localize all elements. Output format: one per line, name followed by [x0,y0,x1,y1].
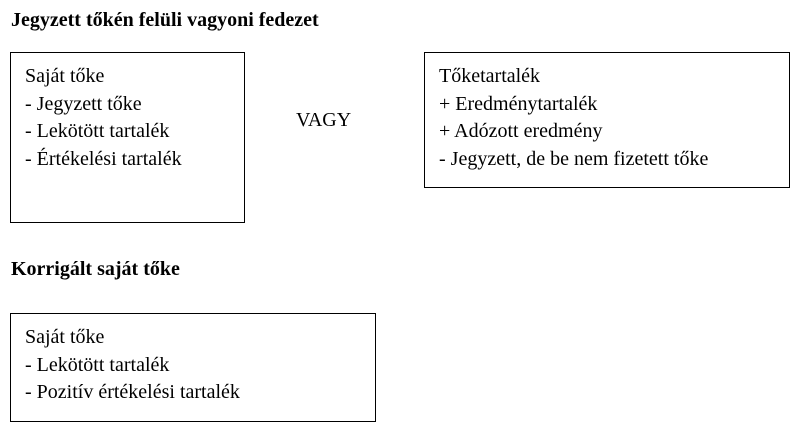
corrected-equity-lines [25,324,240,407]
box-line-tied-up-reserve: - Lekötött tartalék [25,120,170,142]
box-line-unpaid-capital: - Jegyzett, de be nem fizetett tőke [439,147,709,170]
box-line-positive-valuation-reserve: - Pozitív értékelési tartalék [25,381,240,403]
box-line-equity: Saját tőke [25,65,105,87]
box-line-tied-up-reserve: - Lekötött tartalék [25,353,170,376]
capital-reserve-lines [439,63,708,173]
corrected-equity-box [10,313,376,422]
box-line-subscribed-capital: - Jegyzett tőke [25,92,142,115]
box-line-profit-reserve: + Eredménytartalék [439,92,598,115]
equity-components-lines [25,63,182,173]
box-line-equity: Saját tőke [25,326,105,348]
capital-reserve-box [424,52,790,188]
box-line-valuation-reserve: - Értékelési tartalék [25,147,182,170]
or-connector-label: VAGY [296,109,352,131]
section-title-corrected-equity: Korrigált saját tőke [11,258,180,280]
equity-components-box [10,52,245,223]
box-line-capital-reserve: Tőketartalék [439,65,541,87]
box-line-after-tax-profit: + Adózott eredmény [439,120,603,142]
section-title-equity-coverage: Jegyzett tőkén felüli vagyoni fedezet [11,9,319,31]
